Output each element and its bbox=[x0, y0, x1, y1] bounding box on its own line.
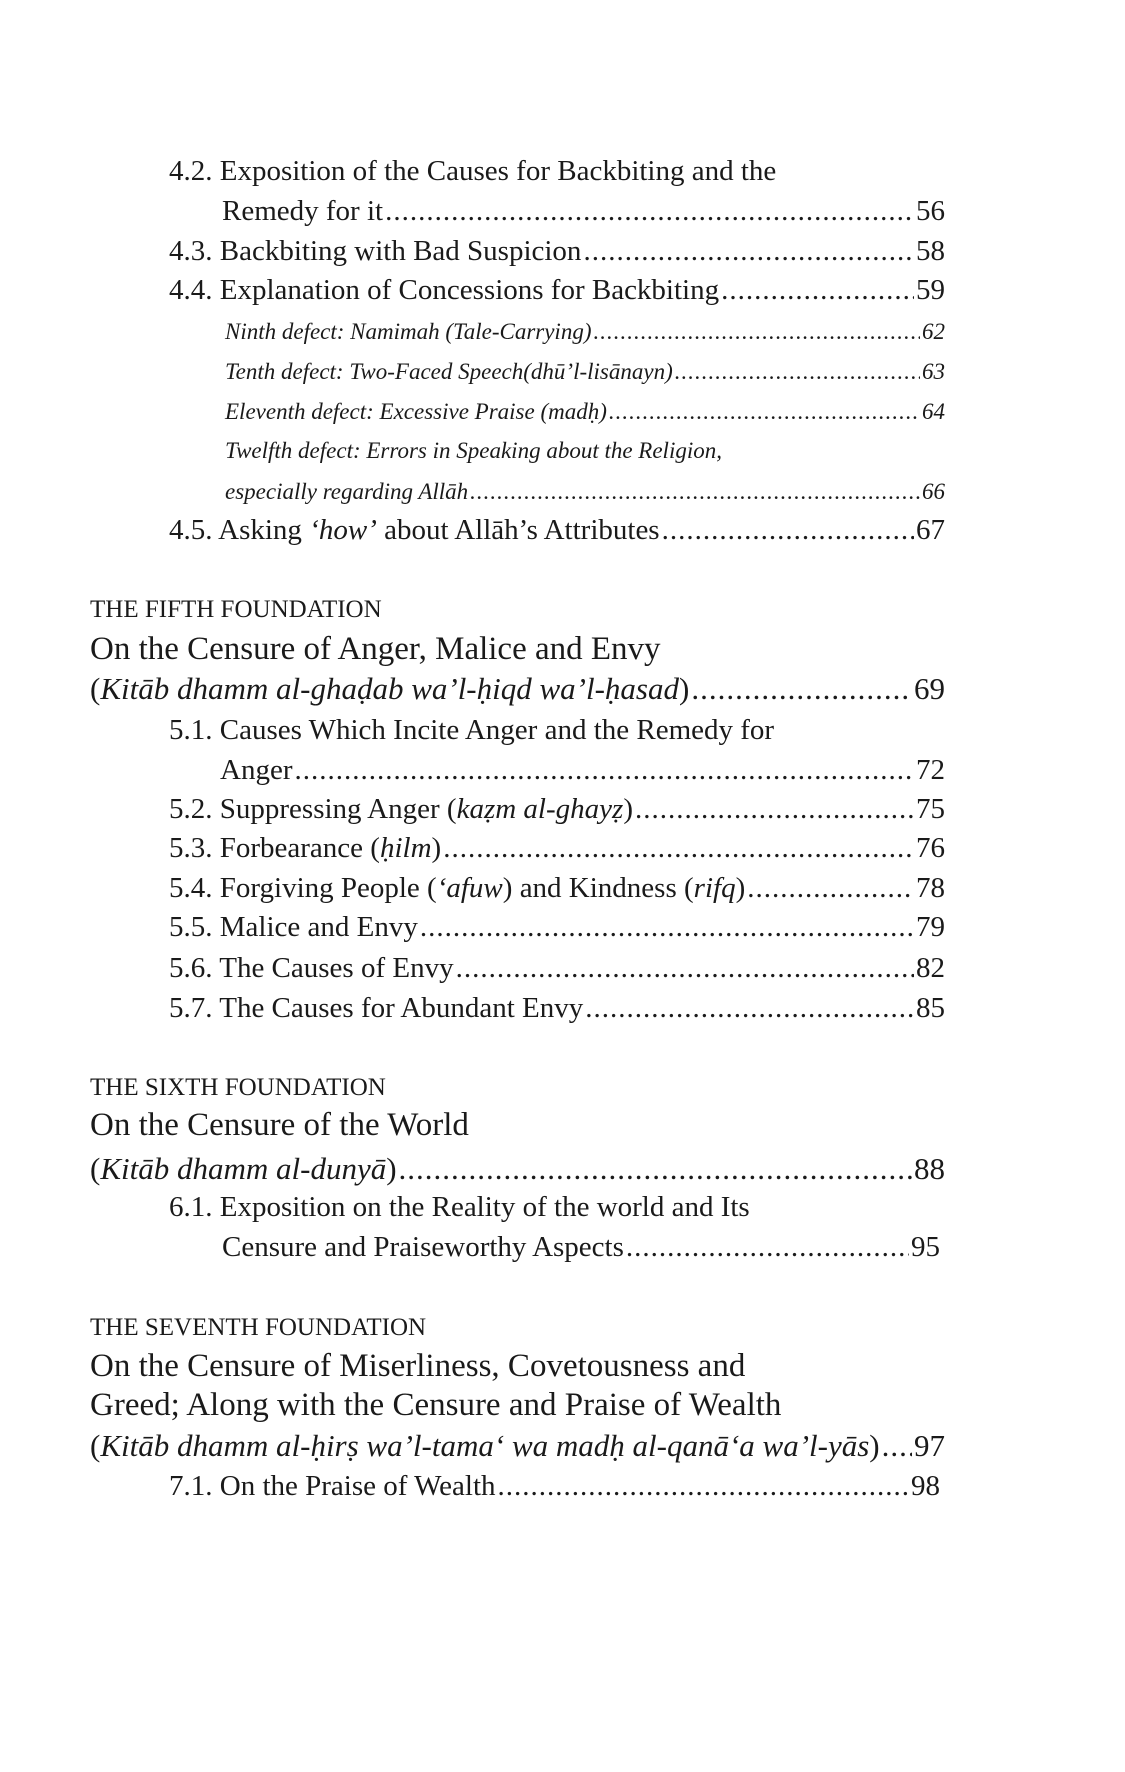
leader-dots bbox=[593, 318, 920, 346]
toc-entry[interactable] bbox=[169, 991, 945, 1026]
entry-title bbox=[90, 1106, 469, 1146]
entry-title bbox=[90, 1073, 386, 1103]
entry-text: THE SIXTH FOUNDATION bbox=[90, 1073, 386, 1101]
foundation-label bbox=[90, 1313, 426, 1343]
entry-title bbox=[225, 398, 607, 426]
entry-title bbox=[169, 513, 660, 548]
leader-dots bbox=[585, 991, 914, 1026]
entry-title bbox=[169, 871, 745, 906]
entry-text: 5.3. Forbearance ( bbox=[169, 832, 380, 865]
entry-text: 5.5. Malice and Envy bbox=[169, 911, 418, 944]
entry-text: THE FIFTH FOUNDATION bbox=[90, 595, 382, 623]
foundation-label bbox=[90, 595, 382, 625]
entry-title bbox=[225, 358, 673, 386]
toc-entry[interactable] bbox=[222, 1230, 940, 1265]
foundation-title bbox=[90, 630, 661, 670]
entry-text: Twelfth defect: Errors in Speaking about the Religion, bbox=[225, 437, 722, 463]
entry-title bbox=[90, 630, 661, 670]
leader-dots bbox=[385, 194, 914, 229]
entry-text: ‘afuw bbox=[436, 872, 503, 905]
entry-text: Tenth defect: Two-Faced Speech(dhū’l-lisānayn) bbox=[225, 358, 673, 384]
leader-dots bbox=[498, 1469, 909, 1504]
entry-title bbox=[169, 792, 633, 827]
page-number: 56 bbox=[916, 195, 945, 228]
entry-text: ) bbox=[386, 1150, 397, 1186]
entry-title bbox=[169, 910, 418, 945]
page-number: 58 bbox=[916, 235, 945, 268]
entry-text: THE SEVENTH FOUNDATION bbox=[90, 1313, 427, 1341]
entry-text: about Allāh’s Attributes bbox=[376, 514, 660, 547]
page-number: 62 bbox=[922, 318, 945, 344]
page-number: 79 bbox=[916, 911, 945, 944]
entry-text: 4.4. Explanation of Concessions for Backbiting bbox=[169, 274, 720, 307]
entry-text: 4.5. Asking bbox=[169, 514, 310, 547]
entry-text: 5.6. The Causes of Envy bbox=[169, 952, 454, 985]
entry-text: ‘how’ bbox=[309, 514, 377, 547]
entry-text: ) bbox=[869, 1427, 880, 1463]
entry-text: ḥilm bbox=[379, 832, 432, 865]
page-number: 63 bbox=[922, 358, 945, 384]
entry-text: Kitāb dhamm al-ḥirṣ wa’l-tama‘ wa madḥ al-qanā‘a wa’l-yās bbox=[100, 1427, 870, 1463]
entry-text: 5.2. Suppressing Anger ( bbox=[169, 793, 457, 826]
entry-text: ) bbox=[623, 793, 633, 826]
toc-entry[interactable] bbox=[90, 1427, 945, 1464]
entry-title bbox=[225, 318, 591, 346]
leader-dots bbox=[456, 951, 914, 986]
foundation-title bbox=[90, 1386, 781, 1426]
page-number: 85 bbox=[916, 992, 945, 1025]
entry-title bbox=[90, 1313, 426, 1343]
toc-entry[interactable] bbox=[169, 910, 945, 945]
entry-title bbox=[169, 1190, 750, 1225]
entry-title bbox=[90, 1386, 781, 1426]
leader-dots bbox=[470, 478, 920, 506]
entry-text: Greed; Along with the Censure and Praise of Wealth bbox=[90, 1386, 782, 1423]
leader-dots bbox=[721, 273, 914, 308]
entry-text: ) bbox=[679, 670, 690, 706]
entry-text: ( bbox=[90, 1150, 101, 1186]
page-number: 69 bbox=[914, 670, 945, 706]
toc-entry[interactable] bbox=[169, 951, 945, 986]
entry-text: ) bbox=[431, 832, 442, 865]
foundation-label bbox=[90, 1073, 386, 1103]
entry-text: kaẓm al-ghayẓ bbox=[456, 793, 624, 826]
page-number: 72 bbox=[916, 754, 945, 787]
page-number: 66 bbox=[922, 478, 945, 504]
entry-text: 5.7. The Causes for Abundant Envy bbox=[169, 992, 584, 1025]
entry-text: Kitāb dhamm al-ghaḍab wa’l-ḥiqd wa’l-ḥasad bbox=[100, 670, 679, 706]
foundation-title bbox=[90, 1106, 469, 1146]
entry-title bbox=[90, 1427, 880, 1464]
entry-text: rifq bbox=[693, 872, 736, 905]
toc-entry[interactable] bbox=[90, 670, 945, 707]
entry-title bbox=[222, 194, 383, 229]
entry-text: 4.2. Exposition of the Causes for Backbiting and the bbox=[169, 155, 777, 188]
entry-title bbox=[90, 1347, 745, 1387]
page-number: 64 bbox=[922, 398, 945, 424]
entry-title bbox=[90, 595, 382, 625]
toc-entry[interactable] bbox=[225, 478, 945, 506]
page-number: 82 bbox=[916, 952, 945, 985]
leader-dots bbox=[443, 831, 914, 866]
toc-entry bbox=[169, 713, 774, 748]
leader-dots bbox=[399, 1150, 912, 1187]
toc-entry[interactable] bbox=[225, 398, 945, 426]
entry-text: On the Censure of Miserliness, Covetousness and bbox=[90, 1347, 746, 1384]
entry-title bbox=[225, 437, 722, 465]
entry-text: ) and Kindness ( bbox=[502, 872, 694, 905]
page-number: 78 bbox=[916, 872, 945, 905]
entry-text: Censure and Praiseworthy Aspects bbox=[222, 1231, 624, 1264]
entry-text: Eleventh defect: Excessive Praise (madḥ) bbox=[225, 398, 607, 424]
leader-dots bbox=[747, 871, 914, 906]
entry-title bbox=[169, 831, 441, 866]
toc-entry[interactable] bbox=[169, 273, 945, 308]
entry-title bbox=[90, 670, 689, 707]
toc-entry[interactable] bbox=[90, 1150, 945, 1187]
page-number: 67 bbox=[916, 514, 945, 547]
entry-text: 7.1. On the Praise of Wealth bbox=[169, 1470, 496, 1503]
entry-title bbox=[169, 951, 454, 986]
toc-entry[interactable] bbox=[225, 358, 945, 386]
entry-title bbox=[220, 753, 292, 788]
toc-entry[interactable] bbox=[169, 234, 945, 269]
entry-title bbox=[169, 991, 583, 1026]
toc-entry bbox=[225, 437, 722, 465]
leader-dots bbox=[294, 753, 914, 788]
entry-text: ( bbox=[90, 670, 101, 706]
entry-title bbox=[225, 478, 468, 506]
entry-text: especially regarding Allāh bbox=[225, 478, 469, 504]
entry-text: ) bbox=[735, 872, 746, 905]
toc-entry[interactable] bbox=[169, 513, 945, 548]
toc-entry[interactable] bbox=[220, 753, 945, 788]
page-number: 76 bbox=[916, 832, 945, 865]
page-number: 75 bbox=[916, 793, 945, 826]
entry-text: 4.3. Backbiting with Bad Suspicion bbox=[169, 235, 582, 268]
toc-entry[interactable] bbox=[225, 318, 945, 346]
page-number: 59 bbox=[916, 274, 945, 307]
toc-entry[interactable] bbox=[222, 194, 945, 229]
entry-text: On the Censure of the World bbox=[90, 1106, 469, 1143]
toc-entry[interactable] bbox=[169, 871, 945, 906]
page-number: 88 bbox=[914, 1150, 945, 1186]
toc-entry[interactable] bbox=[169, 1469, 940, 1504]
entry-title bbox=[222, 1230, 624, 1265]
entry-text: 5.1. Causes Which Incite Anger and the Remedy for bbox=[169, 714, 775, 747]
entry-text: On the Censure of Anger, Malice and Envy bbox=[90, 630, 661, 667]
entry-title bbox=[169, 713, 774, 748]
entry-title bbox=[169, 273, 719, 308]
entry-title bbox=[169, 234, 581, 269]
leader-dots bbox=[609, 398, 920, 426]
page-number: 95 bbox=[911, 1231, 940, 1264]
entry-text: Remedy for it bbox=[222, 195, 384, 228]
entry-text: Kitāb dhamm al-dunyā bbox=[100, 1150, 387, 1186]
toc-entry bbox=[169, 154, 776, 189]
leader-dots bbox=[662, 513, 914, 548]
entry-text: Anger bbox=[220, 754, 293, 787]
leader-dots bbox=[635, 792, 914, 827]
entry-title bbox=[90, 1150, 397, 1187]
leader-dots bbox=[675, 358, 920, 386]
leader-dots bbox=[626, 1230, 909, 1265]
entry-text: Ninth defect: Namimah (Tale-Carrying) bbox=[225, 318, 592, 344]
page-number: 97 bbox=[914, 1427, 945, 1463]
leader-dots bbox=[583, 234, 914, 269]
leader-dots bbox=[882, 1427, 912, 1464]
entry-title bbox=[169, 154, 776, 189]
entry-text: ( bbox=[90, 1427, 101, 1463]
toc-entry[interactable] bbox=[169, 831, 945, 866]
toc-entry[interactable] bbox=[169, 792, 945, 827]
leader-dots bbox=[691, 670, 912, 707]
entry-text: 6.1. Exposition on the Reality of the world and Its bbox=[169, 1191, 750, 1224]
toc-entry bbox=[169, 1190, 750, 1225]
entry-text: 5.4. Forgiving People ( bbox=[169, 872, 437, 905]
leader-dots bbox=[420, 910, 914, 945]
foundation-title bbox=[90, 1347, 745, 1387]
page-number: 98 bbox=[911, 1470, 940, 1503]
entry-title bbox=[169, 1469, 496, 1504]
